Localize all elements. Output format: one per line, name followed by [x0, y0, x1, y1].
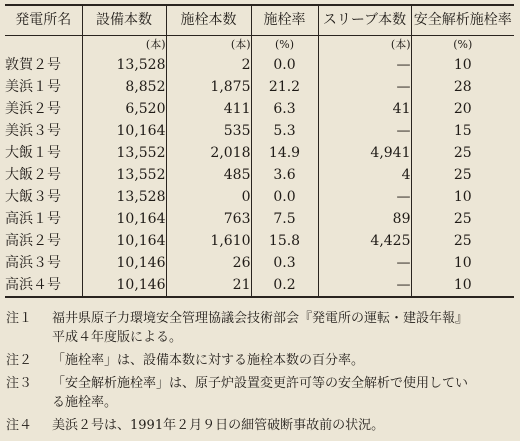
plugging-rate-cell: 0.2: [251, 274, 318, 297]
safety-analysis-rate-cell: 10: [411, 274, 514, 297]
footnote-text: [52, 416, 516, 435]
plant-name-cell: 高浜２号: [5, 233, 61, 249]
safety-analysis-rate-cell: 25: [411, 230, 514, 252]
plugged-tubes-cell: 485: [166, 164, 251, 186]
footnote-label: 注３: [6, 376, 33, 391]
column-header-plugged-tubes: 施栓本数: [166, 5, 251, 36]
total-tubes-cell: 10,146: [82, 252, 166, 274]
footnote: [6, 374, 516, 412]
plugged-tubes-cell: 0: [166, 186, 251, 208]
total-tubes-cell: 13,552: [82, 142, 166, 164]
table-row: [5, 252, 514, 274]
safety-analysis-rate-cell: 10: [411, 252, 514, 274]
footnote-line: る施栓率。: [52, 395, 118, 410]
table-row: [5, 164, 514, 186]
plugged-tubes-cell: 2: [166, 54, 251, 76]
sleeve-count-cell: 4,425: [318, 230, 411, 252]
footnote-label: 注２: [6, 353, 33, 368]
plugging-rate-cell: 21.2: [251, 76, 318, 98]
safety-analysis-rate-cell: 25: [411, 142, 514, 164]
plugging-rate-cell: 0.0: [251, 186, 318, 208]
sleeve-count-cell: —: [318, 120, 411, 142]
sleeve-count-cell: 4,941: [318, 142, 411, 164]
plugging-rate-cell: 7.5: [251, 208, 318, 230]
footnote-line: 平成４年度版による。: [52, 330, 183, 345]
safety-analysis-rate-cell: 25: [411, 164, 514, 186]
safety-analysis-rate-cell: 10: [411, 186, 514, 208]
total-tubes-cell: 13,528: [82, 186, 166, 208]
plant-name-cell: 大飯２号: [5, 167, 61, 183]
unit-cell-sleeve-count: (本): [318, 36, 411, 55]
plant-name-cell: 高浜３号: [5, 255, 61, 271]
table-row: [5, 274, 514, 297]
footnote: [6, 351, 516, 370]
unit-cell-total-tubes: (本): [82, 36, 166, 55]
plugged-tubes-cell: 1,875: [166, 76, 251, 98]
footnote: [6, 309, 516, 347]
plugging-rate-cell: 15.8: [251, 230, 318, 252]
plant-name-cell: 大飯３号: [5, 189, 61, 205]
sleeve-count-cell: 89: [318, 208, 411, 230]
table-row: [5, 54, 514, 76]
table-row: [5, 142, 514, 164]
plant-name-cell: 美浜１号: [5, 79, 61, 95]
total-tubes-cell: 13,528: [82, 54, 166, 76]
plugging-rate-cell: 0.0: [251, 54, 318, 76]
total-tubes-cell: 10,164: [82, 208, 166, 230]
sleeve-count-cell: —: [318, 274, 411, 297]
table-row: [5, 120, 514, 142]
footnote-label: 注１: [6, 311, 33, 326]
safety-analysis-rate-cell: 10: [411, 54, 514, 76]
total-tubes-cell: 13,552: [82, 164, 166, 186]
unit-cell-plant: [5, 36, 82, 55]
footnote: [6, 416, 516, 435]
total-tubes-cell: 10,164: [82, 230, 166, 252]
sleeve-count-cell: —: [318, 76, 411, 98]
plant-name-cell: 敦賀２号: [5, 57, 61, 73]
unit-cell-plugged-tubes: (本): [166, 36, 251, 55]
plugged-tubes-cell: 411: [166, 98, 251, 120]
total-tubes-cell: 8,852: [82, 76, 166, 98]
table-row: [5, 186, 514, 208]
plant-name-cell: 美浜２号: [5, 101, 61, 117]
unit-cell-plugging-rate: (%): [251, 36, 318, 55]
sleeve-count-cell: —: [318, 252, 411, 274]
plugged-tubes-cell: 1,610: [166, 230, 251, 252]
plant-name-cell: 高浜４号: [5, 274, 82, 297]
footnote-line: 「施栓率」は、設備本数に対する施栓本数の百分率。: [52, 353, 365, 368]
sleeve-count-cell: 41: [318, 98, 411, 120]
plant-name-cell: 大飯１号: [5, 145, 61, 161]
column-header-plugging-rate: 施栓率: [251, 5, 318, 36]
plant-name-cell: 高浜１号: [5, 211, 61, 227]
table-row: [5, 230, 514, 252]
table-row: [5, 76, 514, 98]
table-header-row: [5, 5, 514, 36]
total-tubes-cell: 6,520: [82, 98, 166, 120]
sleeve-count-cell: —: [318, 54, 411, 76]
plugged-tubes-cell: 535: [166, 120, 251, 142]
unit-cell-safety-analysis-rate: (%): [411, 36, 514, 55]
safety-analysis-rate-cell: 28: [411, 76, 514, 98]
table-row: [5, 98, 514, 120]
plugging-rate-cell: 14.9: [251, 142, 318, 164]
table-row: [5, 208, 514, 230]
total-tubes-cell: 10,164: [82, 120, 166, 142]
units-row: [5, 36, 514, 55]
steam-generator-tube-table: [5, 4, 514, 298]
safety-analysis-rate-cell: 25: [411, 208, 514, 230]
sleeve-count-cell: —: [318, 186, 411, 208]
plugged-tubes-cell: 21: [166, 274, 251, 297]
footnote-line: 美浜２号は、1991年２月９日の細管破断事故前の状況。: [52, 418, 385, 433]
plant-name-cell: 美浜３号: [5, 123, 61, 139]
column-header-plant: 発電所名: [5, 5, 82, 36]
plugged-tubes-cell: 2,018: [166, 142, 251, 164]
column-header-sleeve-count: スリーブ本数: [318, 5, 411, 36]
safety-analysis-rate-cell: 15: [411, 120, 514, 142]
plugging-rate-cell: 6.3: [251, 98, 318, 120]
footnote-line: 「安全解析施栓率」は、原子炉設置変更許可等の安全解析で使用してい: [52, 376, 469, 391]
column-header-total-tubes: 設備本数: [82, 5, 166, 36]
footnote-line: 福井県原子力環境安全管理協議会技術部会『発電所の運転・建設年報』: [52, 311, 469, 326]
plugging-rate-cell: 3.6: [251, 164, 318, 186]
total-tubes-cell: 10,146: [82, 274, 166, 297]
plugging-rate-cell: 0.3: [251, 252, 318, 274]
footnotes: [6, 309, 516, 439]
safety-analysis-rate-cell: 20: [411, 98, 514, 120]
plugged-tubes-cell: 763: [166, 208, 251, 230]
footnote-text: [52, 351, 516, 370]
column-header-safety-analysis-rate: 安全解析施栓率: [411, 5, 514, 36]
plugged-tubes-cell: 26: [166, 252, 251, 274]
footnote-label: 注４: [6, 418, 33, 433]
footnote-text: [52, 309, 516, 347]
plugging-rate-cell: 5.3: [251, 120, 318, 142]
footnote-text: [52, 374, 516, 412]
sleeve-count-cell: 4: [318, 164, 411, 186]
